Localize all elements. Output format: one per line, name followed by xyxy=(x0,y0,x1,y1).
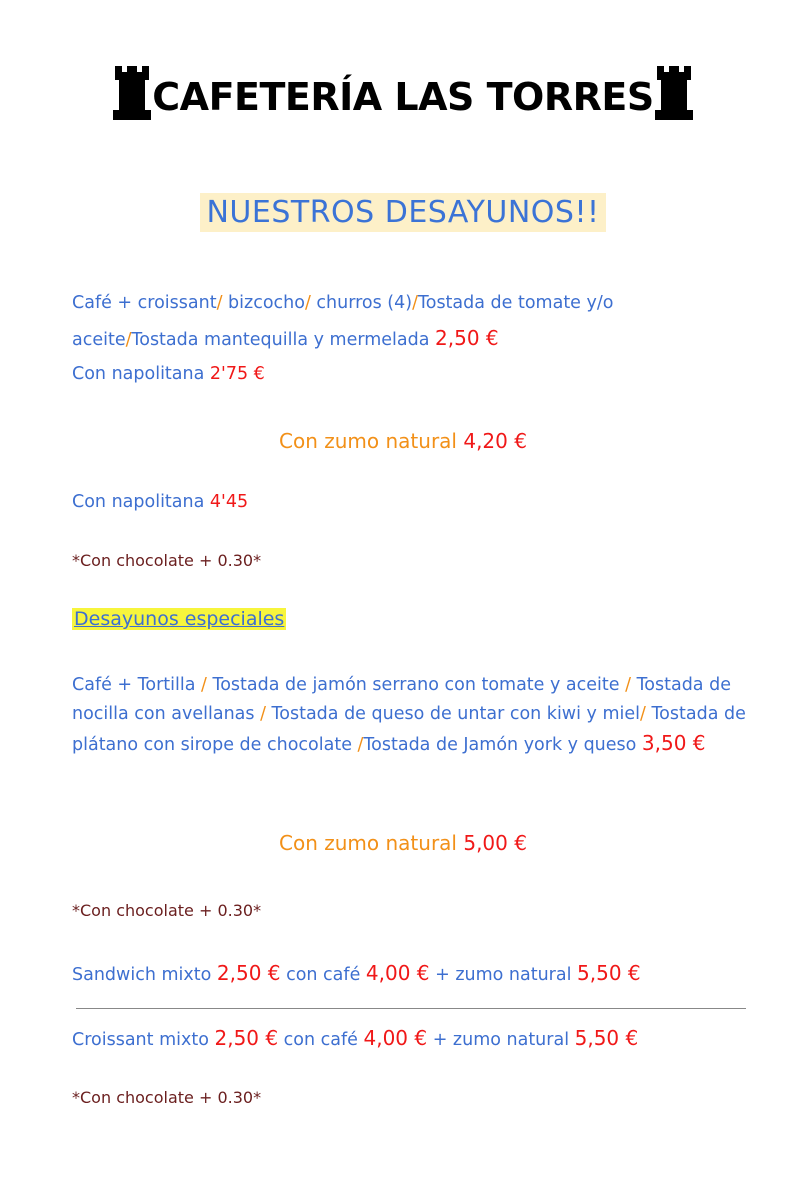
title-text: CAFETERÍA LAS TORRES xyxy=(152,75,654,119)
item-text: bizcocho xyxy=(222,293,305,313)
subtitle-wrap xyxy=(0,193,806,232)
separator: / xyxy=(625,675,631,695)
item-text: Café + Tortilla xyxy=(72,675,202,695)
section-heading: NUESTROS DESAYUNOS!! xyxy=(200,193,605,232)
price: 5,50 € xyxy=(577,961,641,985)
item-text: aceite xyxy=(72,330,126,350)
item-text: Con zumo natural xyxy=(279,429,464,453)
item-text: Tostada de nocilla con avellanas xyxy=(72,675,731,724)
separator: / xyxy=(412,293,419,313)
napolitana-line-2 xyxy=(72,492,248,512)
separator: / xyxy=(216,293,223,313)
separator: / xyxy=(125,330,132,350)
price: 5,00 € xyxy=(463,831,527,855)
item-text: Café + croissant xyxy=(72,293,217,313)
item-text: Con napolitana xyxy=(72,364,210,384)
item-text: Sandwich mixto xyxy=(72,965,217,985)
item-text: Tostada de queso de untar con kiwi y miel xyxy=(265,704,640,724)
chocolate-note: *Con chocolate + 0.30* xyxy=(72,551,262,570)
item-text: Croissant mixto xyxy=(72,1030,215,1050)
zumo-line xyxy=(0,429,806,453)
item-text: + zumo natural xyxy=(429,965,578,985)
item-text: Tostada mantequilla y mermelada xyxy=(131,330,436,350)
napolitana-line xyxy=(72,364,265,384)
item-text: Tostada de jamón serrano con tomate y aceite xyxy=(206,675,626,695)
price: 2,50 € xyxy=(435,326,499,350)
item-text: con café xyxy=(278,1030,364,1050)
item-text: Con napolitana xyxy=(72,492,210,512)
price: 3,50 € xyxy=(641,731,706,755)
item-text: Tostada de tomate y/o xyxy=(418,293,614,313)
price: 4,20 € xyxy=(463,429,527,453)
item-text: + zumo natural xyxy=(427,1030,575,1050)
sandwich-line xyxy=(72,961,641,985)
breakfast-line-2 xyxy=(72,326,499,350)
price: 2,50 € xyxy=(214,1026,279,1050)
item-text: churros (4) xyxy=(310,293,413,313)
divider xyxy=(76,1008,746,1009)
separator: / xyxy=(304,293,311,313)
specials-paragraph xyxy=(72,671,752,760)
rook-icon xyxy=(112,62,152,122)
item-text: Con zumo natural xyxy=(279,831,464,855)
chocolate-note: *Con chocolate + 0.30* xyxy=(72,901,262,920)
croissant-line xyxy=(72,1026,638,1050)
price: 4,00 € xyxy=(365,961,430,985)
separator: / xyxy=(201,675,207,695)
specials-heading: Desayunos especiales xyxy=(74,608,285,630)
item-text: con café xyxy=(280,965,366,985)
price: 4'45 xyxy=(209,492,249,512)
rook-icon xyxy=(654,62,694,122)
item-text: Tostada de plátano con sirope de chocolate xyxy=(72,704,746,755)
separator: / xyxy=(260,704,266,724)
page-title xyxy=(0,62,806,122)
separator: / xyxy=(357,735,364,755)
chocolate-note: *Con chocolate + 0.30* xyxy=(72,1088,262,1107)
price: 2'75 € xyxy=(209,364,265,384)
item-text: Tostada de Jamón york y queso xyxy=(363,735,642,755)
specials-zumo-line xyxy=(0,831,806,855)
price: 4,00 € xyxy=(363,1026,428,1050)
breakfast-line-1 xyxy=(72,293,613,313)
separator: / xyxy=(640,704,646,724)
specials-heading-wrap xyxy=(72,608,286,630)
price: 5,50 € xyxy=(574,1026,639,1050)
price: 2,50 € xyxy=(216,961,281,985)
